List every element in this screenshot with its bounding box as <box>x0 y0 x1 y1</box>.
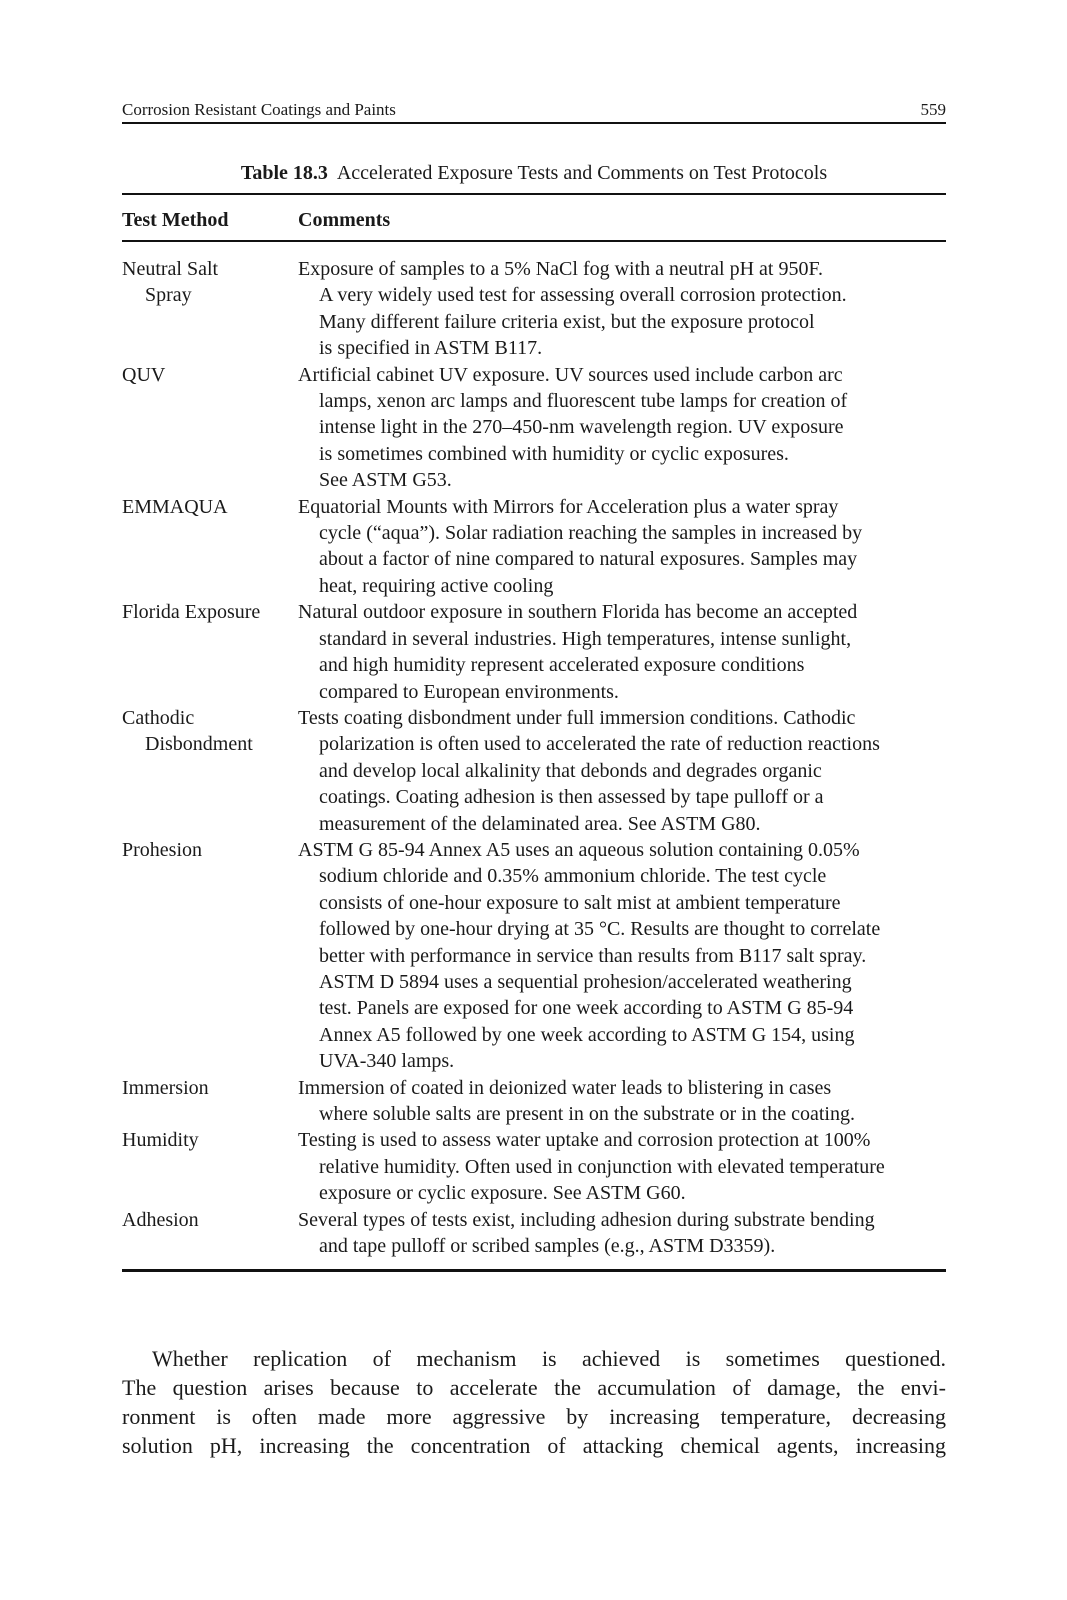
comment-line: Exposure of samples to a 5% NaCl fog with a neutral pH at 950F. <box>298 258 823 280</box>
test-method-line: Neutral Salt <box>122 258 219 280</box>
comment-line: Many different failure criteria exist, but the exposure protocol <box>319 310 815 333</box>
comment-line: lamps, xenon arc lamps and fluorescent tube lamps for creation of <box>319 390 848 413</box>
comment-line: compared to European environments. <box>319 680 619 703</box>
comment-line: relative humidity. Often used in conjunction with elevated temperature <box>319 1155 885 1178</box>
test-method-line: Adhesion <box>122 1208 199 1231</box>
comment-cell <box>298 1075 952 1128</box>
comment-line: and tape pulloff or scribed samples (e.g., ASTM D3359). <box>319 1235 776 1258</box>
comment-line: Equatorial Mounts with Mirrors for Acceleration plus a water spray <box>298 495 839 518</box>
comment-line: UVA-340 lamps. <box>319 1050 455 1073</box>
body-paragraph <box>122 1344 946 1460</box>
table-header-rule <box>122 240 946 242</box>
comment-line: better with performance in service than results from B117 salt spray. <box>319 944 867 967</box>
comment-line: followed by one-hour drying at 35 °C. Results are thought to correlate <box>319 918 881 941</box>
comment-cell <box>298 256 952 362</box>
comment-line: is sometimes combined with humidity or cyclic exposures. <box>319 442 789 465</box>
table-row <box>122 599 952 705</box>
table-row <box>122 705 952 837</box>
comment-line: ASTM D 5894 uses a sequential prohesion/accelerated weathering <box>319 970 852 993</box>
comment-line: is specified in ASTM B117. <box>319 337 543 360</box>
comment-line: A very widely used test for assessing overall corrosion protection. <box>319 284 847 307</box>
paragraph-line: ronment is often made more aggressive by increasing temperature, decreasing <box>122 1404 946 1429</box>
comment-line: about a factor of nine compared to natural exposures. Samples may <box>319 548 858 571</box>
table-label: Table 18.3 <box>240 162 328 184</box>
comment-line: Testing is used to assess water uptake and corrosion protection at 100% <box>298 1129 871 1152</box>
column-header-comments: Comments <box>298 209 391 231</box>
table-row <box>122 1127 952 1206</box>
comment-line: and high humidity represent accelerated exposure conditions <box>319 654 805 677</box>
comment-cell <box>298 1127 952 1206</box>
comment-line: Annex A5 followed by one week according to ASTM G 154, using <box>319 1023 855 1046</box>
paragraph-line: solution pH, increasing the concentration of attacking chemical agents, increasing <box>122 1433 946 1458</box>
test-method-cell <box>122 705 298 837</box>
test-method-line: QUV <box>122 363 166 386</box>
test-method-line: Spray <box>145 284 192 307</box>
test-method-line: Florida Exposure <box>122 601 261 624</box>
test-method-line: Disbondment <box>145 733 253 756</box>
test-method-cell <box>122 837 298 1075</box>
comment-cell <box>298 362 952 494</box>
test-method-line: Prohesion <box>122 838 202 861</box>
comment-line: and develop local alkalinity that debonds and degrades organic <box>319 759 822 782</box>
column-header-test-method: Test Method <box>122 209 229 231</box>
comment-cell <box>298 494 952 600</box>
table-caption-text: Accelerated Exposure Tests and Comments on Test Protocols <box>336 162 828 184</box>
comment-line: heat, requiring active cooling <box>319 574 554 597</box>
table-row <box>122 362 952 494</box>
comment-line: Immersion of coated in deionized water leads to blistering in cases <box>298 1076 832 1099</box>
table-row <box>122 1207 952 1260</box>
test-method-line: Humidity <box>122 1129 199 1152</box>
comment-line: Artificial cabinet UV exposure. UV sources used include carbon arc <box>298 363 843 386</box>
comment-cell <box>298 1207 952 1260</box>
table-row <box>122 494 952 600</box>
comment-line: sodium chloride and 0.35% ammonium chloride. The test cycle <box>319 865 827 888</box>
running-title: Corrosion Resistant Coatings and Paints <box>122 100 396 119</box>
table-bottom-rule <box>122 1269 946 1272</box>
page-number: 559 <box>920 100 946 119</box>
test-method-line: Cathodic <box>122 706 195 729</box>
comment-line: coatings. Coating adhesion is then assessed by tape pulloff or a <box>319 786 824 809</box>
comment-line: intense light in the 270–450-nm wavelength region. UV exposure <box>319 416 844 439</box>
test-method-cell <box>122 599 298 705</box>
comment-line: Tests coating disbondment under full immersion conditions. Cathodic <box>298 706 856 729</box>
comment-line: cycle (“aqua”). Solar radiation reaching the samples in increased by <box>319 522 863 545</box>
test-method-cell <box>122 362 298 494</box>
comment-line: consists of one-hour exposure to salt mist at ambient temperature <box>319 891 841 914</box>
test-method-cell <box>122 1127 298 1206</box>
table-top-rule <box>122 193 946 195</box>
comment-line: Several types of tests exist, including adhesion during substrate bending <box>298 1208 875 1231</box>
comment-line: ASTM G 85-94 Annex A5 uses an aqueous solution containing 0.05% <box>298 838 860 861</box>
table-row <box>122 1075 952 1128</box>
comment-line: See ASTM G53. <box>319 469 452 492</box>
test-method-cell <box>122 256 298 362</box>
comment-line: test. Panels are exposed for one week according to ASTM G 85-94 <box>319 997 854 1020</box>
comment-cell <box>298 837 952 1075</box>
comment-line: Natural outdoor exposure in southern Florida has become an accepted <box>298 601 858 624</box>
test-method-cell <box>122 494 298 600</box>
table-row <box>122 256 952 362</box>
table-body <box>122 256 952 1259</box>
running-header <box>122 98 946 124</box>
comment-line: polarization is often used to accelerated the rate of reduction reactions <box>319 733 880 756</box>
test-method-cell <box>122 1075 298 1128</box>
comment-cell <box>298 599 952 705</box>
comment-cell <box>298 705 952 837</box>
test-method-line: EMMAQUA <box>122 495 228 518</box>
paragraph-line: Whether replication of mechanism is achieved is sometimes questioned. <box>152 1346 946 1371</box>
table-row <box>122 837 952 1075</box>
comment-line: where soluble salts are present in on the substrate or in the coating. <box>319 1103 855 1125</box>
comment-line: standard in several industries. High temperatures, intense sunlight, <box>319 627 852 650</box>
comment-line: measurement of the delaminated area. See ASTM G80. <box>319 812 761 835</box>
table-caption <box>122 160 946 186</box>
test-method-cell <box>122 1207 298 1260</box>
test-method-line: Immersion <box>122 1076 209 1099</box>
comment-line: exposure or cyclic exposure. See ASTM G60. <box>319 1182 686 1205</box>
paragraph-line: The question arises because to accelerate the accumulation of damage, the envi- <box>122 1375 946 1400</box>
